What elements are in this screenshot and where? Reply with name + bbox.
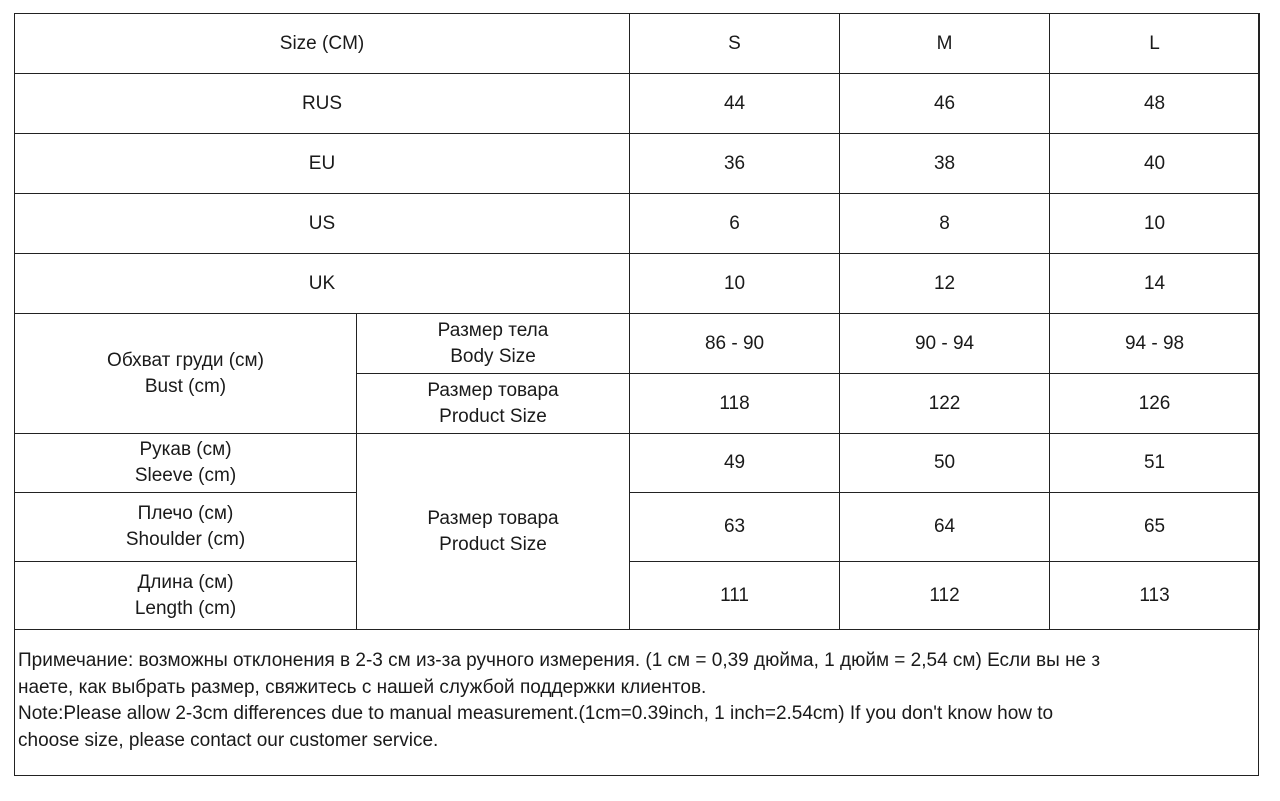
bust-label-en: Bust (cm): [144, 375, 227, 397]
size-header-s: S: [630, 14, 840, 74]
table-cell: 94 - 98: [1050, 314, 1260, 374]
table-cell: 112: [840, 562, 1050, 630]
region-label: UK: [15, 254, 630, 314]
product-size-label-en: Product Size: [439, 405, 547, 427]
table-cell: 111: [630, 562, 840, 630]
table-cell: 8: [840, 194, 1050, 254]
table-cell: 122: [840, 374, 1050, 434]
product-size-label-ru: Размер товара: [427, 379, 559, 401]
table-cell: 50: [840, 434, 1050, 493]
measurement-label-en: Length (cm): [134, 597, 237, 619]
bust-label: [15, 314, 357, 434]
body-size-label: [357, 314, 630, 374]
table-row: [15, 74, 1260, 134]
region-label: US: [15, 194, 630, 254]
table-row: [15, 434, 1260, 493]
table-cell: 86 - 90: [630, 314, 840, 374]
note-ru-line-2: наете, как выбрать размер, свяжитесь с нашей службой поддержки клиентов.: [18, 676, 707, 698]
table-cell: 90 - 94: [840, 314, 1050, 374]
table-cell: 40: [1050, 134, 1260, 194]
measurement-label: [15, 493, 357, 562]
product-size-group-label-ru: Размер товара: [427, 507, 559, 529]
note-en-line-1: Note:Please allow 2-3cm differences due to manual measurement.(1cm=0.39inch, 1 inch=2.54cm) If you don't know how to: [18, 703, 1054, 724]
size-header-m: M: [840, 14, 1050, 74]
measurement-label-en: Sleeve (cm): [134, 465, 237, 486]
measurement-label-ru: Плечо (см): [137, 503, 234, 524]
table-cell: 118: [630, 374, 840, 434]
table-cell: 48: [1050, 74, 1260, 134]
table-cell: 49: [630, 434, 840, 493]
product-size-group-label-en: Product Size: [439, 533, 547, 555]
table-cell: 10: [630, 254, 840, 314]
header-row: [15, 14, 1260, 74]
table-row: [15, 134, 1260, 194]
table-cell: 36: [630, 134, 840, 194]
size-header-label: Size (CM): [15, 14, 630, 74]
table-cell: 63: [630, 493, 840, 562]
table-cell: 126: [1050, 374, 1260, 434]
table-cell: 6: [630, 194, 840, 254]
bust-label-ru: Обхват груди (см): [107, 349, 264, 371]
table-cell: 10: [1050, 194, 1260, 254]
table-row: [15, 562, 1260, 630]
table-row: [15, 254, 1260, 314]
table-cell: 46: [840, 74, 1050, 134]
table-cell: 113: [1050, 562, 1260, 630]
table-cell: 14: [1050, 254, 1260, 314]
note-ru-line-1: Примечание: возможны отклонения в 2-3 см из-за ручного измерения. (1 см = 0,39 дюйма, 1 дюйм = 2,54 см) Если вы не з: [18, 650, 1101, 671]
table-row: [15, 493, 1260, 562]
table-cell: 65: [1050, 493, 1260, 562]
product-size-group-label: [357, 434, 630, 630]
measurement-label: [15, 562, 357, 630]
table-row: [15, 314, 1260, 374]
size-header-l: L: [1050, 14, 1260, 74]
table-cell: 12: [840, 254, 1050, 314]
product-size-label: [357, 374, 630, 434]
table-cell: 38: [840, 134, 1050, 194]
table-row: [15, 194, 1260, 254]
table-cell: 44: [630, 74, 840, 134]
measurement-label: [15, 434, 357, 493]
size-chart-table: [14, 13, 1260, 630]
measurement-label-ru: Длина (см): [137, 571, 234, 593]
table-cell: 51: [1050, 434, 1260, 493]
region-label: EU: [15, 134, 630, 194]
note-en-line-2: choose size, please contact our customer service.: [18, 729, 439, 751]
body-size-label-en: Body Size: [450, 345, 536, 367]
region-label: RUS: [15, 74, 630, 134]
table-cell: 64: [840, 493, 1050, 562]
measurement-label-ru: Рукав (см): [139, 439, 232, 460]
measurement-label-en: Shoulder (cm): [125, 529, 246, 550]
body-size-label-ru: Размер тела: [437, 319, 549, 341]
size-note: [18, 648, 1256, 754]
